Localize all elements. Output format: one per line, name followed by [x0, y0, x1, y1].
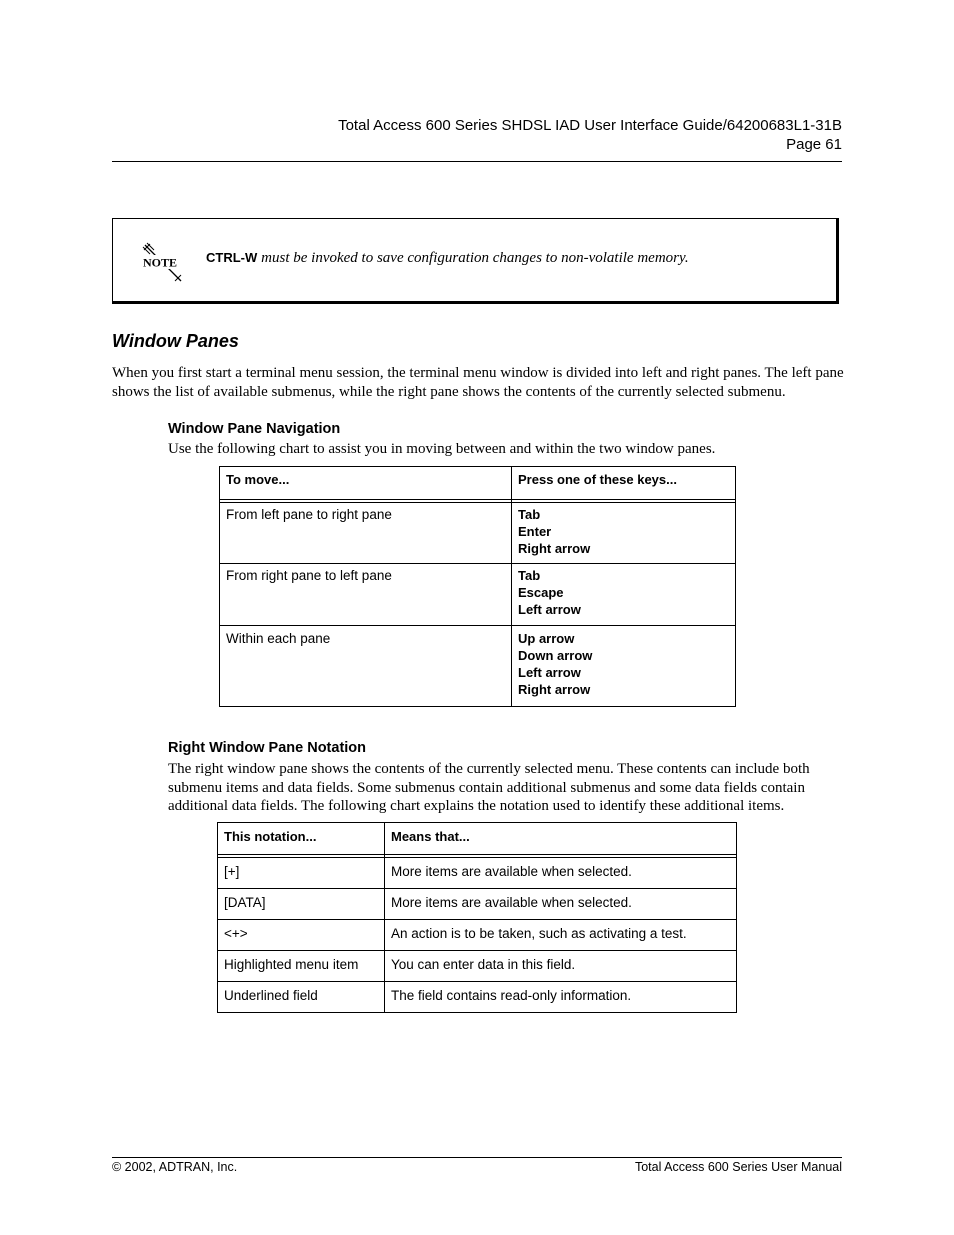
table-header-row	[218, 823, 737, 855]
key-label: Escape	[518, 585, 564, 600]
move-cell: From left pane to right pane	[220, 503, 512, 564]
key-label: Left arrow	[518, 602, 581, 617]
footer-rule	[112, 1157, 842, 1158]
note-icon	[141, 241, 183, 283]
keys-cell	[512, 503, 736, 564]
notation-table	[217, 822, 737, 1013]
page-header	[112, 116, 842, 154]
header-doc-title: Total Access 600 Series SHDSL IAD User Interface Guide/64200683L1-31B	[338, 117, 842, 134]
section-title: Window Panes	[112, 331, 239, 351]
key-label: Tab	[518, 568, 541, 583]
svg-text:NOTE: NOTE	[142, 255, 178, 270]
key-label: Down arrow	[518, 648, 593, 663]
meaning-cell: More items are available when selected.	[385, 889, 737, 920]
header-cell-meaning: Means that...	[385, 823, 737, 855]
table-row	[220, 626, 736, 707]
notation-cell: [DATA]	[218, 889, 385, 920]
key-label: Enter	[518, 524, 552, 539]
note-text	[206, 249, 689, 267]
meaning-cell: You can enter data in this field.	[385, 951, 737, 982]
key-label: Left arrow	[518, 665, 581, 680]
nav-intro: Use the following chart to assist you in moving between and within the two window panes.	[168, 441, 716, 457]
table-row	[218, 889, 737, 920]
key-label: Up arrow	[518, 631, 575, 646]
key-label: Right arrow	[518, 541, 591, 556]
note-keyword: CTRL-W	[206, 250, 258, 265]
table-row	[218, 858, 737, 889]
keys-cell	[512, 564, 736, 626]
note-message: must be invoked to save configuration changes to non-volatile memory.	[261, 250, 689, 266]
move-cell: Within each pane	[220, 626, 512, 707]
header-cell-notation: This notation...	[218, 823, 385, 855]
table-row	[218, 982, 737, 1013]
table-header-row	[220, 467, 736, 500]
meaning-cell: The field contains read-only information.	[385, 982, 737, 1013]
header-page-number: Page 61	[786, 136, 842, 153]
notation-subtitle: Right Window Pane Notation	[168, 740, 367, 756]
table-row	[220, 503, 736, 564]
nav-subtitle: Window Pane Navigation	[168, 421, 341, 437]
keys-cell	[512, 626, 736, 707]
table-row	[220, 564, 736, 626]
section-intro: When you first start a terminal menu session, the terminal menu window is divided into left and right panes. The left pane shows the list of available submenus, while the right pane shows the contents of the currently selected submenu.	[112, 365, 844, 400]
notation-cell: Underlined field	[218, 982, 385, 1013]
key-label: Tab	[518, 507, 541, 522]
header-cell-move: To move...	[220, 467, 512, 500]
table-row	[218, 920, 737, 951]
footer-manual-title: Total Access 600 Series User Manual	[634, 1160, 842, 1174]
key-label: Right arrow	[518, 682, 591, 697]
meaning-cell: An action is to be taken, such as activating a test.	[385, 920, 737, 951]
notation-cell: <+>	[218, 920, 385, 951]
footer-copyright: © 2002, ADTRAN, Inc.	[112, 1160, 238, 1174]
header-rule	[112, 161, 842, 162]
notation-cell: [+]	[218, 858, 385, 889]
notation-intro: The right window pane shows the contents of the currently selected menu. These contents can include both submenu items and data fields. Some submenus contain additional submenus and some data fields contain additional data fields. The following chart explains the notation used to identify these additional items.	[168, 761, 810, 814]
notation-cell: Highlighted menu item	[218, 951, 385, 982]
table-row	[218, 951, 737, 982]
move-cell: From right pane to left pane	[220, 564, 512, 626]
header-cell-keys: Press one of these keys...	[512, 467, 736, 500]
meaning-cell: More items are available when selected.	[385, 858, 737, 889]
navigation-table	[219, 466, 736, 707]
note-box	[112, 218, 839, 304]
